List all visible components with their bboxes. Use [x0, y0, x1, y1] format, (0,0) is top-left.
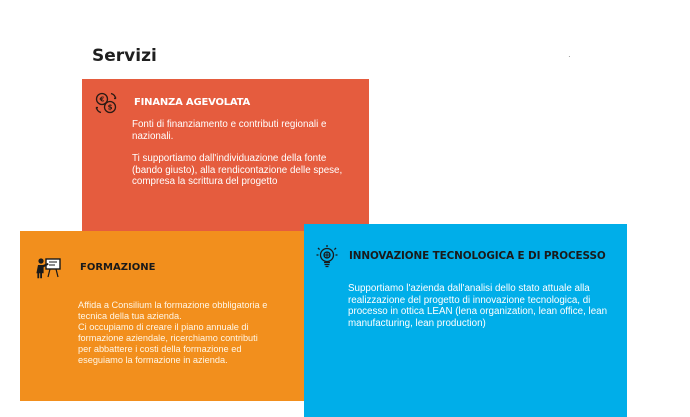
card-line: tecnica della tua azienda. — [78, 311, 182, 321]
card-paragraph: Fonti di finanziamento e contributi regionali e nazionali. — [132, 119, 327, 142]
card-finanza-agevolata — [82, 79, 369, 239]
card-line: formazione aziendale, ricerchiamo contributi — [78, 333, 258, 343]
money-exchange-icon — [94, 91, 118, 120]
section-title: Servizi — [92, 46, 157, 66]
card-innovazione — [304, 224, 627, 417]
innovation-bulb-icon — [315, 244, 339, 273]
card-body-finanza — [132, 119, 357, 188]
card-paragraph: Ti supportiamo dall'individuazione della fonte (bando giusto), alla rendicontazione delle spese, compresa la scrittura del progetto — [132, 153, 343, 187]
teacher-board-icon — [36, 256, 62, 285]
card-line: eseguiamo la formazione in azienda. — [78, 355, 228, 365]
svg-text:€: € — [99, 95, 105, 104]
card-line: per abbattere i costi della formazione ed — [78, 344, 242, 354]
svg-text:$: $ — [107, 103, 113, 112]
card-title-formazione: FORMAZIONE — [80, 262, 156, 273]
card-body-innovazione: Supportiamo l'azienda dall'analisi dello stato attuale alla realizzazione del progetto di innovazione tecnologica, di processo in ottica LEAN (lena organization, lean office, lean manufacturing, lean production) — [348, 283, 608, 329]
decorative-mark: · — [568, 52, 571, 61]
card-formazione — [20, 231, 311, 401]
card-title-finanza: FINANZA AGEVOLATA — [134, 97, 251, 108]
card-title-innovazione: INNOVAZIONE TECNOLOGICA E DI PROCESSO — [349, 250, 606, 262]
card-line: Ci occupiamo di creare il piano annuale di — [78, 322, 249, 332]
card-line: Affida a Consilium la formazione obbligatoria e — [78, 300, 268, 310]
card-body-formazione — [78, 300, 306, 366]
